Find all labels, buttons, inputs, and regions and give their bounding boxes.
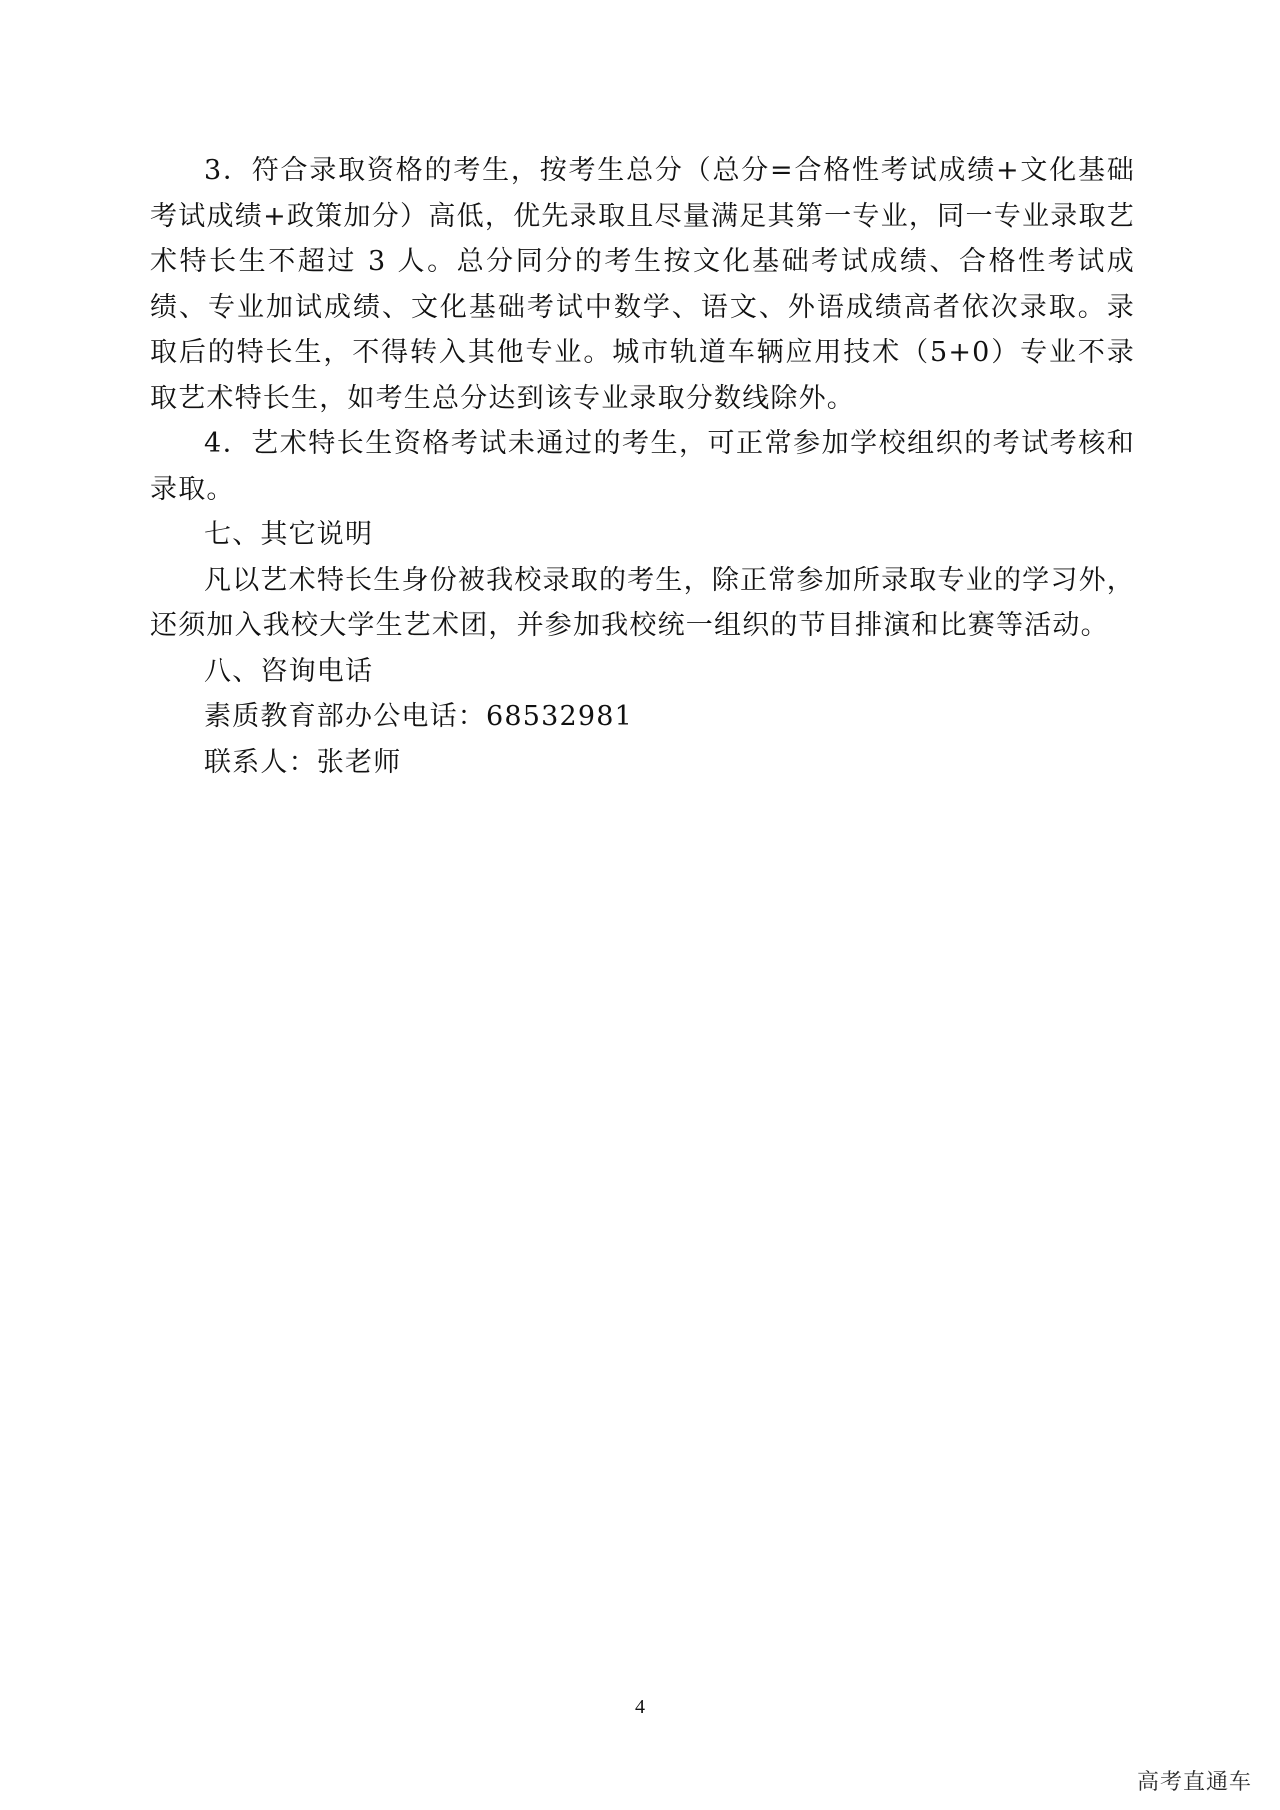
- document-body: [150, 148, 1135, 785]
- contact-person-line: 联系人：张老师: [204, 746, 402, 778]
- paragraph-admission-rule-4: 4．艺术特长生资格考试未通过的考生，可正常参加学校组织的考试考核和录取。: [150, 428, 1135, 505]
- paragraph-other-notes: 凡以艺术特长生身份被我校录取的考生，除正常参加所录取专业的学习外，还须加入我校大学生艺术团，并参加我校统一组织的节目排演和比赛等活动。: [150, 564, 1135, 641]
- page-number: 4: [635, 1696, 645, 1718]
- section-heading-consult-phone: 八、咨询电话: [204, 655, 374, 687]
- paragraph-admission-rule-3: 3．符合录取资格的考生，按考生总分（总分=合格性考试成绩+文化基础考试成绩+政策加分）高低，优先录取且尽量满足其第一专业，同一专业录取艺术特长生不超过 3 人。总分同分的考生按文化基础考试成绩、合格性考试成绩、专业加试成绩、文化基础考试中数学、语文、外语成绩高者依次录取。录取后的特长生，不得转入其他专业。城市轨道车辆应用技术（5+0）专业不录取艺术特长生，如考生总分达到该专业录取分数线除外。: [150, 155, 1135, 414]
- section-heading-other-notes: 七、其它说明: [204, 519, 374, 550]
- office-phone-line: 素质教育部办公电话：68532981: [204, 701, 634, 732]
- watermark-text: 高考直通车: [1136, 1770, 1252, 1795]
